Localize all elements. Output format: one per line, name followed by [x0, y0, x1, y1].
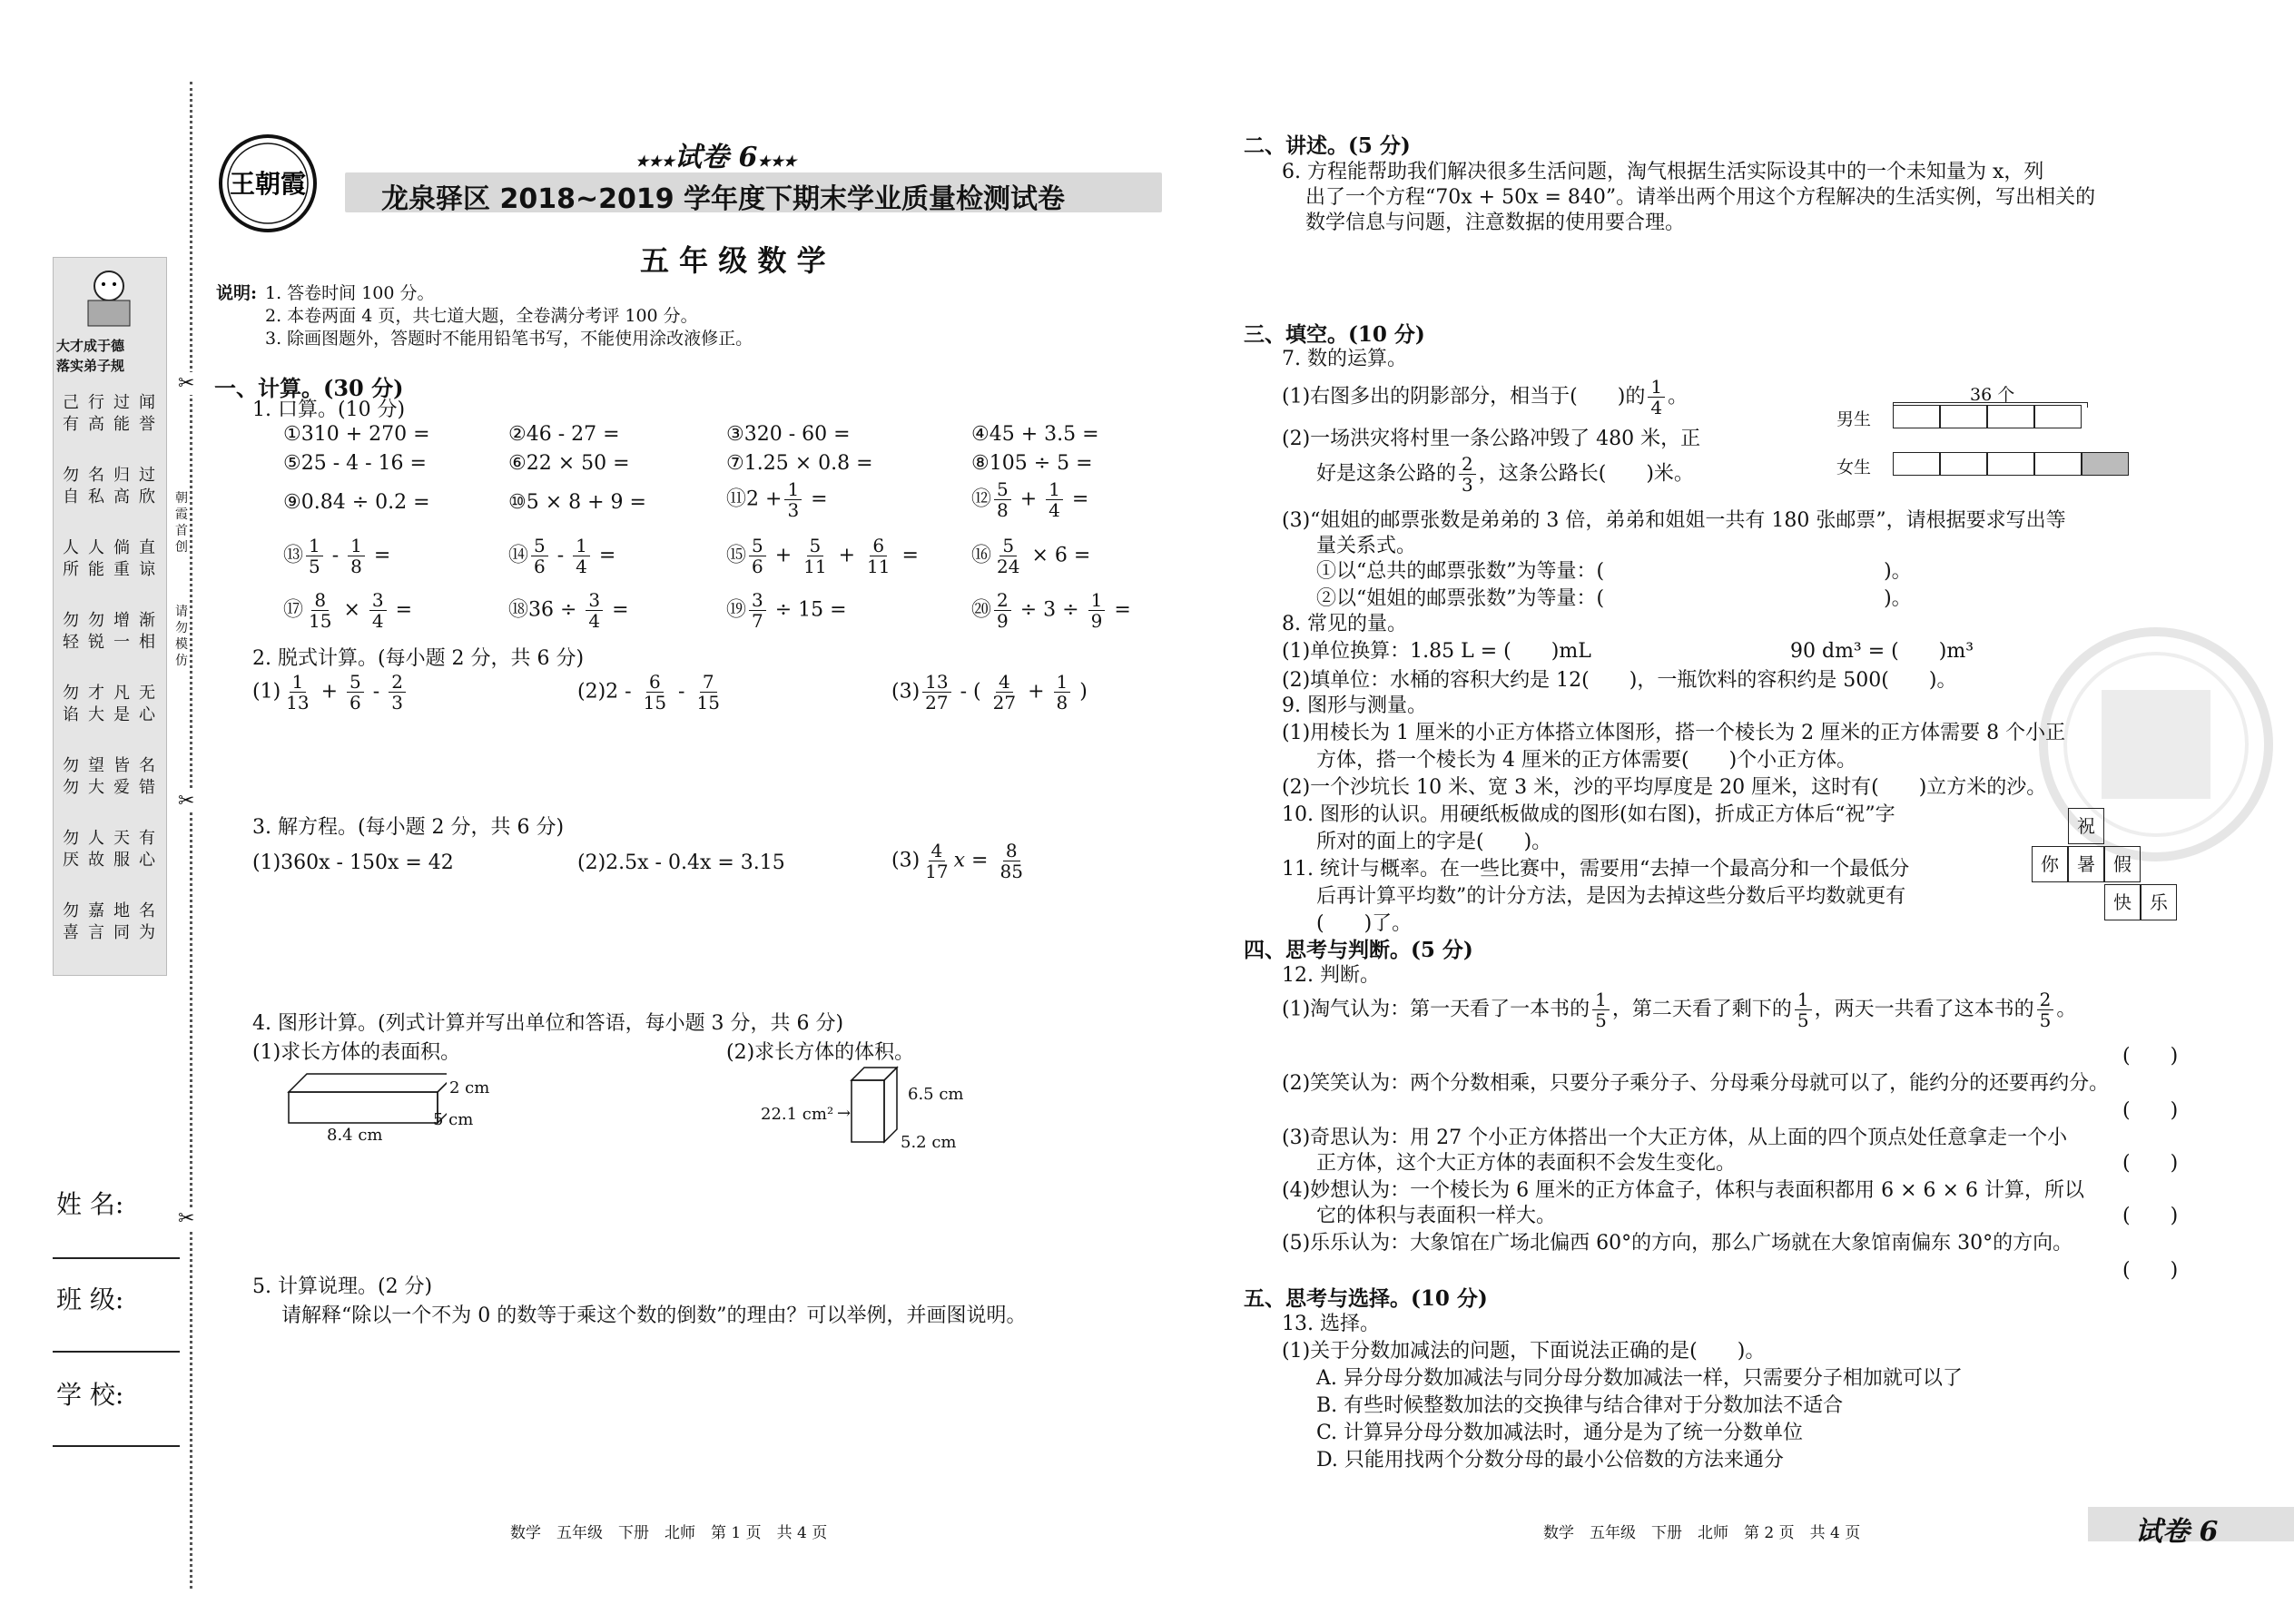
- choice-question[interactable]: (1)关于分数加减法的问题，下面说法正确的是( )。: [1282, 1340, 1766, 1363]
- poem-text: 渐相: [139, 611, 155, 652]
- q9-2[interactable]: (2)一个沙坑长 10 米、宽 3 米，沙的平均厚度是 20 厘米，这时有( )立方米的沙。: [1282, 776, 2047, 799]
- exam-title: 龙泉驿区 2018~2019 学年度下期末学业质量检测试卷: [381, 183, 1066, 215]
- calc-item-2: (2)2 - $\frac{6}{15}$ - $\frac{7}{15}$: [577, 671, 720, 714]
- oral-item: ⑤25 - 4 - 16 =: [283, 452, 427, 475]
- choice-a: A. 异分母分数加减法与同分母分数加减法一样，只需要分子相加就可以了: [1316, 1367, 1963, 1390]
- q10-line-2[interactable]: 所对的面上的字是( )。: [1316, 831, 1552, 853]
- dim-length: 8.4 cm: [327, 1126, 383, 1145]
- equation-1: (1)360x - 150x = 42: [252, 851, 454, 874]
- judge-2: (2)笑笑认为：两个分数相乘，只要分子乘分子、分母乘分母就可以了，能约分的还要再约分。: [1282, 1072, 2110, 1095]
- vertical-note-1: 朝霞首创: [175, 491, 188, 555]
- judge-1-answer[interactable]: ( ): [2122, 1045, 2179, 1068]
- oral-item-16: ⑯ $\frac{5}{24}$ × 6 =: [971, 535, 1091, 577]
- scissors-icon: ✂: [178, 1207, 195, 1230]
- oral-item-15: ⑮ $\frac{5}{6}$ + $\frac{5}{11}$ + $\frac{6}{11}$ =: [726, 535, 919, 577]
- poem-text: 名错: [139, 756, 155, 797]
- arrow-icon: →: [837, 1104, 852, 1123]
- q5-text: 请解释“除以一个不为 0 的数等于乘这个数的倒数”的理由？可以举例，并画图说明。: [281, 1304, 1027, 1327]
- dim-width: 5 cm: [433, 1110, 474, 1129]
- judge-1: (1)淘气认为：第一天看了一本书的 $\frac{1}{5}$ ，第二天看了剩下的 $\frac{1}{5}$ ，两天一共看了这本书的 $\frac{2}{5}$ 。: [1282, 989, 2077, 1031]
- oral-item: ⑦1.25 × 0.8 =: [726, 452, 873, 475]
- oral-item: ①310 + 270 =: [283, 423, 430, 446]
- dim-area: 22.1 cm²: [761, 1105, 834, 1124]
- q1-label: 1. 口算。(10 分): [252, 399, 406, 421]
- net-cell: 快: [2104, 884, 2141, 920]
- poem-text: 名私: [88, 466, 104, 507]
- oral-item-20: ⑳ $\frac{2}{9}$ ÷ 3 ÷ $\frac{1}{9}$ =: [971, 589, 1131, 632]
- poem-text: 天服: [113, 829, 130, 870]
- sidebar-motto-2: 落实弟子规: [56, 358, 125, 374]
- judge-4-answer[interactable]: ( ): [2122, 1205, 2179, 1227]
- judge-4b: 它的体积与表面积一样大。: [1316, 1205, 1557, 1227]
- footer-right: 数学 五年级 下册 北师 第 2 页 共 4 页: [1543, 1524, 1861, 1542]
- judge-3b: 正方体，这个大正方体的表面积不会发生变化。: [1316, 1152, 1737, 1175]
- poem-text: 勿勿: [63, 756, 79, 797]
- oral-item-13: ⑬ $\frac{1}{5}$ - $\frac{1}{8}$ =: [283, 535, 391, 577]
- poem-text: 有心: [139, 829, 155, 870]
- q7-label: 7. 数的运算。: [1282, 348, 1407, 370]
- instruction-3: 3. 除画图题外，答题时不能用铅笔书写，不能使用涂改液修正。: [265, 329, 753, 349]
- poem-text: 勿自: [63, 466, 79, 507]
- choice-c: C. 计算异分母分数加减法时，通分是为了统一分数单位: [1316, 1422, 1804, 1444]
- class-field[interactable]: [53, 1351, 180, 1353]
- poem-text: 才大: [88, 684, 104, 724]
- oral-item: ⑥22 × 50 =: [508, 452, 630, 475]
- equation-3: (3) $\frac{4}{17}$ x = $\frac{8}{85}$: [891, 840, 1023, 882]
- q10-line-1: 10. 图形的认识。用硬纸板做成的图形(如右图)，折成正方体后“祝”字: [1282, 803, 1895, 826]
- q7-3-line-3[interactable]: ①以“总共的邮票张数”为等量：( )。: [1316, 560, 1912, 583]
- judge-5: (5)乐乐认为：大象馆在广场北偏西 60°的方向，那么广场就在大象馆南偏东 30°的方向。: [1282, 1232, 2073, 1255]
- poem-text: 勿锐: [88, 611, 104, 652]
- q7-2a: (2)一场洪灾将村里一条公路冲毁了 480 米，正: [1282, 428, 1701, 450]
- oral-item-14: ⑭ $\frac{5}{6}$ - $\frac{1}{4}$ =: [508, 535, 616, 577]
- oral-item-17: ⑰ $\frac{8}{15}$ × $\frac{3}{4}$ =: [283, 589, 413, 632]
- poem-text: 行高: [88, 393, 104, 434]
- net-cell: 你: [2032, 846, 2068, 882]
- poem-text: 直谅: [139, 538, 155, 579]
- poem-text: 勿喜: [63, 901, 79, 942]
- school-field[interactable]: [53, 1445, 180, 1447]
- q9-1a: (1)用棱长为 1 厘米的小正方体搭立体图形，搭一个棱长为 2 厘米的正方体需要 8 个小正: [1282, 722, 2066, 744]
- poem-text: 皆爱: [113, 756, 130, 797]
- footer-badge: 试卷 6: [2135, 1516, 2219, 1548]
- judge-5-answer[interactable]: ( ): [2122, 1259, 2179, 1282]
- section4-heading: 四、思考与判断。(5 分): [1244, 938, 1473, 962]
- q8-1a[interactable]: (1)单位换算：1.85 L = ( )mL: [1282, 640, 1591, 663]
- q11-line-1: 11. 统计与概率。在一些比赛中，需要用“去掉一个最高分和一个最低分: [1282, 858, 1910, 881]
- scissors-icon: ✂: [178, 372, 195, 395]
- q9-1b[interactable]: 方体，搭一个棱长为 4 厘米的正方体需要( )个小正方体。: [1316, 749, 1857, 772]
- brand-logo: [213, 127, 322, 236]
- section1-heading: 一、计算。(30 分): [214, 375, 404, 401]
- diagram-boy-label: 男生: [1836, 409, 1872, 429]
- poem-text: 倘重: [113, 538, 130, 579]
- q4-label: 4. 图形计算。(列式计算并写出单位和答语，每小题 3 分，共 6 分): [252, 1012, 844, 1035]
- section2-heading: 二、讲述。(5 分): [1244, 133, 1411, 158]
- dotted-binding-line: [190, 82, 192, 1589]
- q13-label: 13. 选择。: [1282, 1313, 1380, 1335]
- diagram-girl-label: 女生: [1836, 458, 1872, 477]
- q11-line-3[interactable]: ( )了。: [1316, 912, 1413, 935]
- cuboid-figure-1: [283, 1067, 447, 1130]
- judge-4a: (4)妙想认为：一个棱长为 6 厘米的正方体盒子，体积与表面积都用 6 × 6 × 6 计算，所以: [1282, 1179, 2084, 1202]
- section3-heading: 三、填空。(10 分): [1244, 322, 1425, 347]
- dim-height: 2 cm: [449, 1078, 490, 1097]
- poem-text: 无心: [139, 684, 155, 724]
- q5-label: 5. 计算说理。(2 分): [252, 1275, 433, 1298]
- q7-3-line-4[interactable]: ②以“姐姐的邮票张数”为等量：( )。: [1316, 587, 1912, 610]
- sidebar-motto-1: 大才成于德: [56, 338, 125, 354]
- oral-item: ②46 - 27 =: [508, 423, 620, 446]
- q7-3-line-2: 量关系式。: [1316, 535, 1417, 557]
- section5-heading: 五、思考与选择。(10 分): [1244, 1286, 1488, 1311]
- oral-item: ⑩5 × 8 + 9 =: [508, 491, 646, 514]
- q3-label: 3. 解方程。(每小题 2 分，共 6 分): [252, 816, 565, 839]
- q6-line-2: 出了一个方程“70x + 50x = 840”。请举出两个用这个方程解决的生活实例，写出相关的: [1305, 186, 2096, 209]
- poem-text: 名为: [139, 901, 155, 942]
- q2-label: 2. 脱式计算。(每小题 2 分，共 6 分): [252, 647, 585, 670]
- q7-3-line-1: (3)“姐姐的邮票张数是弟弟的 3 倍，弟弟和姐姐一共有 180 张邮票”，请根据要求写出等: [1282, 509, 2066, 532]
- oral-item: ④45 + 3.5 =: [971, 423, 1099, 446]
- paper-series-label: ★★★试卷 6★★★: [635, 142, 797, 173]
- svg-text:王朝霞: 王朝霞: [229, 169, 307, 199]
- calc-item-1: (1) $\frac{1}{13}$ + $\frac{5}{6}$ - $\frac{2}{3}$: [252, 672, 409, 713]
- q4-part1: (1)求长方体的表面积。: [252, 1041, 461, 1064]
- poem-text: 己有: [63, 393, 79, 434]
- judge-3a: (3)奇思认为：用 27 个小正方体搭出一个大正方体，从上面的四个顶点处任意拿走一个小: [1282, 1127, 2068, 1149]
- poem-text: 归高: [113, 466, 130, 507]
- q9-label: 9. 图形与测量。: [1282, 694, 1427, 717]
- judge-3-answer[interactable]: ( ): [2122, 1152, 2179, 1175]
- calc-item-3: (3) $\frac{13}{27}$ - ( $\frac{4}{27}$ + $\frac{1}{8}$ ): [891, 671, 1088, 714]
- diagram-total-label: 36 个: [1970, 385, 2015, 405]
- q7-1: (1)右图多出的阴影部分，相当于( )的 $\frac{1}{4}$ 。: [1282, 376, 1689, 418]
- vertical-note-2: 请勿模仿: [175, 605, 188, 668]
- q7-2b: 好是这条公路的 $\frac{2}{3}$ ，这条公路长( )米。: [1316, 453, 1694, 496]
- instruction-1: 1. 答卷时间 100 分。: [265, 283, 435, 303]
- q6-line-3: 数学信息与问题，注意数据的使用要合理。: [1305, 212, 1686, 234]
- school-label: 学 校:: [56, 1380, 124, 1410]
- instructions-label: 说明:: [216, 283, 258, 303]
- equation-2: (2)2.5x - 0.4x = 3.15: [577, 851, 785, 874]
- diagram-girl-bar: [1893, 452, 2129, 481]
- poem-text: 人故: [88, 829, 104, 870]
- poem-text: 凡是: [113, 684, 130, 724]
- poem-text: 勿轻: [63, 611, 79, 652]
- net-cell: 假: [2104, 846, 2141, 882]
- name-label: 姓 名:: [56, 1189, 124, 1219]
- footer-left: 数学 五年级 下册 北师 第 1 页 共 4 页: [510, 1524, 828, 1542]
- poem-text: 人所: [63, 538, 79, 579]
- oral-item-11: ⑪2 + $\frac{1}{3}$ =: [726, 478, 828, 521]
- oral-item: ③320 - 60 =: [726, 423, 851, 446]
- dim-width-2: 5.2 cm: [901, 1133, 957, 1152]
- scissors-icon: ✂: [178, 790, 195, 812]
- diagram-boy-bar: [1893, 405, 2082, 434]
- oral-item: ⑨0.84 ÷ 0.2 =: [283, 491, 430, 514]
- instruction-2: 2. 本卷两面 4 页，共七道大题，全卷满分考评 100 分。: [265, 306, 698, 326]
- poem-text: 嘉言: [88, 901, 104, 942]
- poem-text: 望大: [88, 756, 104, 797]
- poem-text: 勿谄: [63, 684, 79, 724]
- poem-text: 增一: [113, 611, 130, 652]
- oral-item: ⑧105 ÷ 5 =: [971, 452, 1093, 475]
- q4-part2: (2)求长方体的体积。: [726, 1041, 915, 1064]
- choice-d: D. 只能用找两个分数分母的最小公倍数的方法来通分: [1316, 1449, 1784, 1471]
- poem-text: 闻誉: [139, 393, 155, 434]
- mascot-icon: [77, 266, 141, 330]
- poem-text: 过能: [113, 393, 130, 434]
- net-cell: 乐: [2141, 884, 2177, 920]
- q11-line-2: 后再计算平均数”的计分方法，是因为去掉这些分数后平均数就更有: [1316, 885, 1906, 908]
- oral-item-19: ⑲ $\frac{3}{7}$ ÷ 15 =: [726, 589, 847, 632]
- q6-line-1: 6. 方程能帮助我们解决很多生活问题，淘气根据生活实际设其中的一个未知量为 x，列: [1282, 161, 2044, 183]
- q12-label: 12. 判断。: [1282, 964, 1380, 987]
- net-cell: 祝: [2068, 808, 2104, 844]
- poem-text: 过欣: [139, 466, 155, 507]
- oral-item-18: ⑱36 ÷ $\frac{3}{4}$ =: [508, 589, 629, 632]
- q8-label: 8. 常见的量。: [1282, 613, 1407, 635]
- q8-1b[interactable]: 90 dm³ = ( )m³: [1790, 640, 1974, 663]
- exam-subtitle: 五 年 级 数 学: [640, 243, 826, 278]
- q8-2[interactable]: (2)填单位：水桶的容积大约是 12( )，一瓶饮料的容积约是 500( )。: [1282, 669, 1957, 692]
- poem-text: 人能: [88, 538, 104, 579]
- poem-text: 勿厌: [63, 829, 79, 870]
- name-field[interactable]: [53, 1257, 180, 1259]
- oral-item-12: ⑫ $\frac{5}{8}$ + $\frac{1}{4}$ =: [971, 478, 1089, 521]
- judge-2-answer[interactable]: ( ): [2122, 1099, 2179, 1122]
- class-label: 班 级:: [56, 1284, 124, 1314]
- dim-height-2: 6.5 cm: [908, 1085, 964, 1104]
- poem-text: 地同: [113, 901, 130, 942]
- choice-b: B. 有些时候整数加法的交换律与结合律对于分数加法不适合: [1316, 1394, 1844, 1417]
- net-cell: 暑: [2068, 846, 2104, 882]
